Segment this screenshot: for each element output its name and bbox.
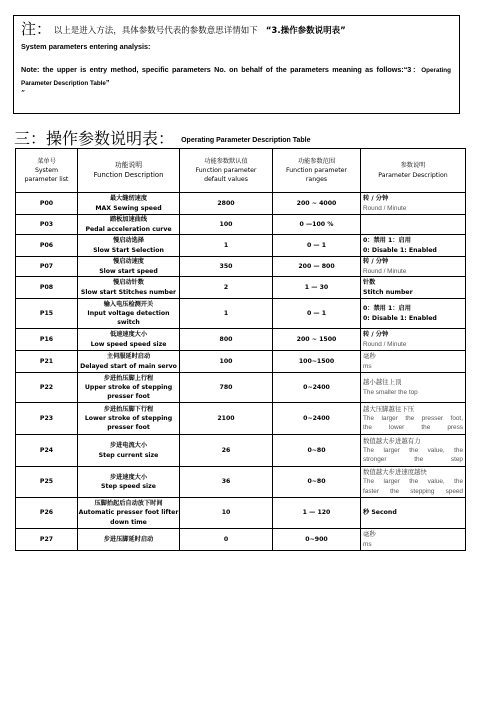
note-line-entering: System parameters entering analysis: bbox=[21, 42, 151, 51]
cell-function bbox=[78, 351, 180, 373]
cell-menu-number bbox=[16, 215, 78, 235]
default-value-text: 350 bbox=[219, 262, 233, 270]
cell-default bbox=[180, 277, 273, 299]
param-desc-text: 数值越大步进越有力 bbox=[363, 436, 421, 445]
header-menu-number-en1: System bbox=[34, 166, 59, 174]
menu-number-text: P08 bbox=[39, 283, 54, 291]
function-text: 低速速度大小 bbox=[109, 331, 148, 339]
cell-function bbox=[78, 215, 180, 235]
function-text: 步进抬压脚下行程 bbox=[103, 405, 154, 413]
menu-number-text: P26 bbox=[39, 509, 54, 517]
cell-param-desc bbox=[361, 373, 466, 403]
header-parameter-description bbox=[361, 149, 466, 193]
function-text: 踏板加速曲线 bbox=[109, 216, 148, 224]
cell-function bbox=[78, 498, 180, 529]
range-text: 0~80 bbox=[307, 446, 326, 454]
header-ranges bbox=[273, 149, 361, 193]
cell-function bbox=[78, 277, 180, 299]
default-value-text: 780 bbox=[219, 383, 233, 391]
cell-range bbox=[273, 299, 361, 329]
table-row bbox=[16, 193, 466, 215]
function-text: presser foot bbox=[107, 393, 150, 401]
param-desc-text: Round / Minute bbox=[363, 340, 407, 348]
header-function-en: Function Description bbox=[93, 170, 164, 179]
function-text: down time bbox=[110, 518, 147, 526]
cell-function bbox=[78, 257, 180, 277]
header-menu-number-en2: parameter list bbox=[24, 176, 69, 184]
function-text: Delayed start of main servo bbox=[80, 362, 177, 370]
range-text: 0 — 1 bbox=[306, 241, 327, 249]
cell-menu-number bbox=[16, 351, 78, 373]
function-text: 慢启动速度 bbox=[113, 258, 144, 266]
range-text: 200 — 800 bbox=[298, 262, 335, 270]
header-ranges-en2: ranges bbox=[305, 176, 328, 184]
range-text: 0~2400 bbox=[303, 414, 330, 422]
cell-default bbox=[180, 215, 273, 235]
default-value-text: 100 bbox=[219, 220, 233, 228]
cell-default bbox=[180, 235, 273, 257]
param-desc-text: 转 / 分钟 bbox=[363, 195, 389, 203]
section-heading-chinese: 三：操作参数说明表： bbox=[14, 129, 175, 148]
menu-number-text: P15 bbox=[39, 309, 54, 317]
note-english-quote: ” bbox=[105, 77, 110, 87]
cell-default bbox=[180, 299, 273, 329]
param-desc-text: 越大压脚越往下压 bbox=[363, 404, 415, 413]
param-desc-text: The smaller the top bbox=[363, 388, 418, 396]
range-text: 1 — 120 bbox=[302, 509, 331, 517]
default-value-text: 26 bbox=[221, 446, 231, 454]
table-row bbox=[16, 529, 466, 551]
cell-function bbox=[78, 329, 180, 351]
function-text: Step speed size bbox=[101, 483, 156, 490]
param-desc-text: faster the stepping speed bbox=[363, 487, 463, 495]
menu-number-text: P00 bbox=[39, 199, 54, 207]
function-text: Step current size bbox=[98, 451, 159, 459]
cell-default bbox=[180, 467, 273, 498]
function-text: Slow start speed bbox=[99, 267, 158, 275]
default-value-text: 800 bbox=[219, 335, 233, 343]
cell-menu-number bbox=[16, 257, 78, 277]
cell-param-desc bbox=[361, 329, 466, 351]
header-param-desc-cn: 参数说明 bbox=[400, 162, 426, 170]
cell-function bbox=[78, 299, 180, 329]
section-heading bbox=[14, 126, 311, 149]
param-desc-text: 0：禁用 1：启用 bbox=[363, 305, 411, 313]
table-row bbox=[16, 235, 466, 257]
note-line-chinese bbox=[21, 22, 451, 38]
cell-menu-number bbox=[16, 435, 78, 467]
cell-range bbox=[273, 373, 361, 403]
cell-param-desc bbox=[361, 215, 466, 235]
note-english-ref: Operating Parameter Description Table bbox=[21, 67, 451, 87]
cell-param-desc bbox=[361, 529, 466, 551]
cell-default bbox=[180, 529, 273, 551]
header-function-description bbox=[78, 149, 180, 193]
header-ranges-cn: 功能参数范围 bbox=[297, 157, 336, 165]
cell-function bbox=[78, 467, 180, 498]
param-desc-text: 转 / 分钟 bbox=[363, 331, 389, 339]
function-text: MAX Sewing speed bbox=[95, 204, 162, 212]
default-value-text: 2800 bbox=[217, 199, 235, 207]
note-prefix: 注： bbox=[21, 20, 52, 38]
cell-param-desc bbox=[361, 193, 466, 215]
cell-param-desc bbox=[361, 467, 466, 498]
function-text: Slow Start Selection bbox=[93, 246, 164, 254]
function-text: 最大缝纫速度 bbox=[109, 195, 148, 203]
param-desc-text: The larger the presser foot, bbox=[363, 414, 463, 422]
param-desc-text: 0: Disable 1: Enabled bbox=[363, 314, 437, 322]
table-row bbox=[16, 351, 466, 373]
param-desc-text: stronger the step bbox=[363, 456, 463, 464]
cell-menu-number bbox=[16, 498, 78, 529]
param-desc-text: Round / Minute bbox=[363, 267, 407, 275]
param-desc-text: Round / Minute bbox=[363, 204, 407, 212]
cell-param-desc bbox=[361, 257, 466, 277]
default-value-text: 0 bbox=[223, 535, 229, 543]
cell-function bbox=[78, 403, 180, 435]
default-value-text: 100 bbox=[219, 357, 233, 365]
function-text: 主伺服延时启动 bbox=[106, 353, 151, 361]
cell-range bbox=[273, 467, 361, 498]
cell-range bbox=[273, 529, 361, 551]
menu-number-text: P07 bbox=[39, 262, 54, 270]
cell-menu-number bbox=[16, 329, 78, 351]
table-row bbox=[16, 435, 466, 467]
table-row bbox=[16, 403, 466, 435]
function-text: presser foot bbox=[107, 424, 150, 432]
range-text: 0~2400 bbox=[303, 383, 330, 391]
table-row bbox=[16, 215, 466, 235]
default-value-text: 1 bbox=[223, 241, 229, 249]
function-text: 压脚抬起后自动放下时间 bbox=[94, 500, 163, 508]
param-desc-text: 数值越大步进速度越快 bbox=[363, 468, 427, 477]
function-text: 慢启动针数 bbox=[113, 279, 144, 287]
menu-number-text: P06 bbox=[39, 241, 54, 249]
cell-range bbox=[273, 435, 361, 467]
cell-menu-number bbox=[16, 235, 78, 257]
header-default-en2: default values bbox=[204, 176, 248, 184]
menu-number-text: P24 bbox=[39, 446, 54, 454]
table-row bbox=[16, 329, 466, 351]
cell-function bbox=[78, 193, 180, 215]
cell-range bbox=[273, 277, 361, 299]
param-desc-text: 秒 Second bbox=[363, 509, 397, 517]
cell-range bbox=[273, 498, 361, 529]
range-text: 1 — 30 bbox=[304, 283, 329, 291]
function-text: Upper stroke of stepping bbox=[84, 383, 173, 391]
cell-menu-number bbox=[16, 373, 78, 403]
function-text: Lower stroke of stepping bbox=[84, 414, 173, 422]
cell-menu-number bbox=[16, 193, 78, 215]
cell-default bbox=[180, 403, 273, 435]
header-ranges-en1: Function parameter bbox=[286, 166, 347, 174]
param-desc-text: ms bbox=[363, 362, 372, 370]
note-chinese-text: 以上是进入方法，具体参数号代表的参数意思详情如下 bbox=[53, 26, 258, 36]
note-trailing-quote: ” bbox=[21, 89, 26, 98]
function-text: Low speed speed size bbox=[90, 340, 167, 348]
menu-number-text: P16 bbox=[39, 335, 54, 343]
parameter-table bbox=[15, 148, 466, 551]
table-row bbox=[16, 299, 466, 329]
default-value-text: 1 bbox=[223, 309, 229, 317]
menu-number-text: P03 bbox=[39, 220, 54, 228]
param-desc-text: 毫秒 bbox=[363, 352, 376, 361]
param-desc-text: The larger the value, the bbox=[363, 446, 463, 454]
cell-param-desc bbox=[361, 277, 466, 299]
function-text: 步进速度大小 bbox=[109, 473, 148, 481]
cell-range bbox=[273, 215, 361, 235]
cell-range bbox=[273, 351, 361, 373]
cell-range bbox=[273, 235, 361, 257]
function-text: Pedal acceleration curve bbox=[85, 225, 172, 233]
note-box bbox=[13, 15, 460, 114]
cell-range bbox=[273, 257, 361, 277]
cell-range bbox=[273, 193, 361, 215]
cell-menu-number bbox=[16, 299, 78, 329]
cell-menu-number bbox=[16, 403, 78, 435]
cell-menu-number bbox=[16, 277, 78, 299]
menu-number-text: P23 bbox=[39, 414, 54, 422]
table-row bbox=[16, 277, 466, 299]
param-desc-text: 0: Disable 1: Enabled bbox=[363, 246, 437, 254]
table-row bbox=[16, 373, 466, 403]
cell-default bbox=[180, 435, 273, 467]
range-text: 100~1500 bbox=[298, 357, 335, 365]
cell-function bbox=[78, 435, 180, 467]
param-desc-text: 转 / 分钟 bbox=[363, 258, 389, 266]
cell-param-desc bbox=[361, 435, 466, 467]
menu-number-text: P21 bbox=[39, 357, 54, 365]
table-row bbox=[16, 467, 466, 498]
cell-default bbox=[180, 498, 273, 529]
default-value-text: 2100 bbox=[217, 414, 235, 422]
header-default-en1: Function parameter bbox=[195, 166, 257, 174]
cell-param-desc bbox=[361, 403, 466, 435]
cell-default bbox=[180, 329, 273, 351]
function-text: 步进压脚延时启动 bbox=[103, 535, 154, 543]
table-row bbox=[16, 498, 466, 529]
function-text: 步进抬压脚上行程 bbox=[103, 374, 154, 382]
header-default-cn: 功能参数默认值 bbox=[204, 157, 248, 165]
function-text: 输入电压检测开关 bbox=[103, 300, 154, 308]
cell-param-desc bbox=[361, 351, 466, 373]
menu-number-text: P25 bbox=[39, 478, 54, 486]
range-text: 0~80 bbox=[307, 478, 326, 486]
header-default-values bbox=[180, 149, 273, 193]
header-menu-number-cn: 菜单号 bbox=[37, 157, 56, 165]
function-text: Input voltage detection bbox=[87, 309, 170, 317]
header-function-cn: 功能说明 bbox=[114, 161, 143, 170]
header-param-desc-en: Parameter Description bbox=[378, 171, 448, 179]
param-desc-text: 0：禁用 1：启用 bbox=[363, 237, 411, 245]
table-header-row bbox=[16, 149, 466, 193]
range-text: 0 —100 % bbox=[299, 220, 334, 228]
param-desc-text: 毫秒 bbox=[363, 530, 376, 539]
param-desc-text: 越小越往上顶 bbox=[363, 378, 402, 387]
param-desc-text: 针数 bbox=[363, 279, 376, 287]
section-heading-english: Operating Parameter Description Table bbox=[181, 137, 311, 144]
cell-function bbox=[78, 235, 180, 257]
function-text: 步进电流大小 bbox=[109, 442, 148, 450]
cell-default bbox=[180, 351, 273, 373]
menu-number-text: P27 bbox=[39, 535, 54, 543]
function-text: switch bbox=[117, 319, 140, 327]
function-text: Slow start Stitches number bbox=[80, 288, 177, 296]
cell-default bbox=[180, 373, 273, 403]
cell-param-desc bbox=[361, 498, 466, 529]
cell-menu-number bbox=[16, 529, 78, 551]
default-value-text: 36 bbox=[221, 478, 231, 486]
menu-number-text: P22 bbox=[39, 383, 54, 391]
cell-function bbox=[78, 529, 180, 551]
cell-default bbox=[180, 193, 273, 215]
table-body bbox=[16, 193, 466, 551]
param-desc-text: Stitch number bbox=[363, 288, 413, 296]
range-text: 200 ~ 1500 bbox=[296, 335, 337, 343]
cell-param-desc bbox=[361, 235, 466, 257]
header-menu-number bbox=[16, 149, 78, 193]
table-row bbox=[16, 257, 466, 277]
cell-param-desc bbox=[361, 299, 466, 329]
range-text: 0~900 bbox=[305, 535, 328, 543]
param-desc-text: ms bbox=[363, 540, 372, 548]
range-text: 0 — 1 bbox=[306, 309, 327, 317]
default-value-text: 2 bbox=[223, 283, 229, 291]
function-text: 慢启动选择 bbox=[113, 237, 144, 245]
note-line-english bbox=[21, 64, 451, 89]
range-text: 200 ~ 4000 bbox=[296, 199, 337, 207]
note-chinese-ref: “3.操作参数说明表” bbox=[265, 26, 346, 36]
cell-default bbox=[180, 257, 273, 277]
note-english-text: Note: the upper is entry method, specific parameters No. on behalf of the parameters meaning as follows:“3： bbox=[21, 65, 422, 74]
default-value-text: 10 bbox=[221, 509, 231, 517]
param-desc-text: The larger the value, the bbox=[363, 478, 463, 486]
cell-function bbox=[78, 373, 180, 403]
cell-range bbox=[273, 329, 361, 351]
cell-range bbox=[273, 403, 361, 435]
function-text: Automatic presser foot lifter bbox=[78, 509, 179, 517]
param-desc-text: the lower the press bbox=[363, 424, 463, 432]
cell-menu-number bbox=[16, 467, 78, 498]
